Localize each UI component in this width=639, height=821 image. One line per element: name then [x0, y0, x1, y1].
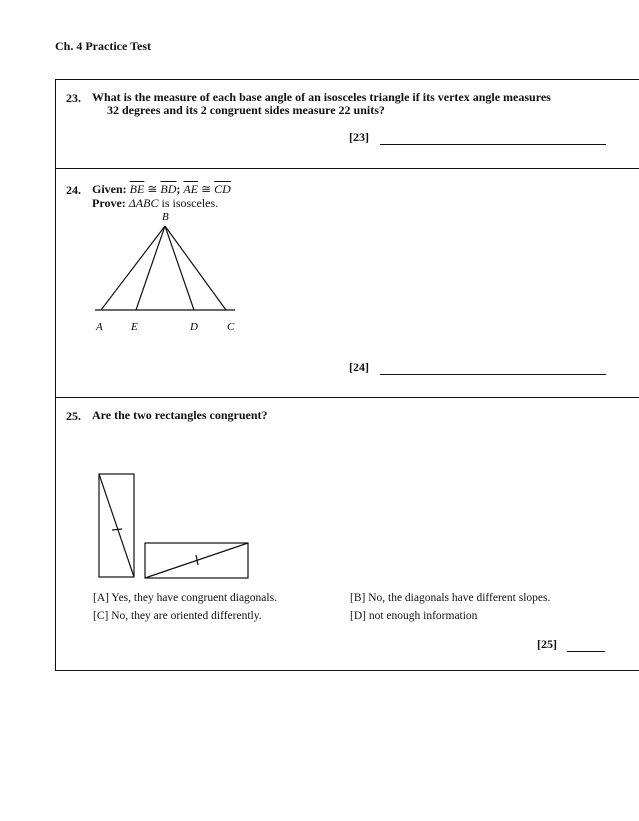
- question-24-given: [92, 183, 231, 196]
- vertical-rectangle-diagonal: [99, 474, 134, 577]
- prove-rest: is isosceles.: [161, 196, 219, 210]
- segment-be: $\overline{BE}$: [129, 182, 145, 196]
- label-b: B: [162, 211, 169, 223]
- label-a: A: [96, 321, 103, 333]
- choice-c[interactable]: [C] No, they are oriented differently.: [93, 610, 262, 622]
- answer-23-line[interactable]: [380, 144, 606, 145]
- side-bc: [165, 226, 226, 310]
- label-c: C: [227, 321, 235, 333]
- question-23-text-line-2: 32 degrees and its 2 congruent sides measure 22 units?: [107, 103, 385, 117]
- vertical-diagonal-tick: [112, 529, 122, 530]
- segment-cd: $\overline{CD}$: [214, 182, 231, 196]
- choice-d[interactable]: [D] not enough information: [350, 610, 478, 622]
- choice-b[interactable]: [B] No, the diagonals have different slopes.: [350, 592, 551, 604]
- given-separator: ;: [176, 182, 181, 196]
- segment-bd-line: [165, 226, 194, 310]
- congruent-symbol: ≅: [147, 182, 158, 196]
- choice-a[interactable]: [A] Yes, they have congruent diagonals.: [93, 592, 277, 604]
- given-label: Given:: [92, 182, 127, 196]
- segment-bd: $\overline{BD}$: [160, 182, 177, 196]
- label-d: D: [190, 321, 198, 333]
- question-24-number: 24.: [66, 183, 81, 197]
- side-ab: [101, 226, 165, 310]
- prove-label: Prove:: [92, 196, 126, 210]
- question-23-number: 23.: [66, 91, 81, 105]
- question-25-text: Are the two rectangles congruent?: [92, 408, 268, 422]
- question-24-prove: [92, 197, 218, 210]
- question-23-text-line-1: What is the measure of each base angle of an isosceles triangle if its vertex angle measures: [92, 90, 551, 104]
- answer-24-label: [24]: [349, 360, 369, 374]
- label-e: E: [131, 321, 138, 333]
- triangle-figure: [85, 210, 255, 340]
- answer-25-label: [25]: [537, 637, 557, 651]
- congruent-symbol: ≅: [201, 182, 212, 196]
- rectangles-figure: [95, 470, 255, 585]
- prove-triangle: ΔABC: [128, 196, 159, 210]
- answer-24-line[interactable]: [380, 374, 606, 375]
- segment-be-line: [136, 226, 165, 310]
- answer-25-line[interactable]: [567, 651, 605, 652]
- divider-23-24: [55, 168, 639, 169]
- question-25-number: 25.: [66, 409, 81, 423]
- frame-top-rule: [55, 79, 639, 80]
- frame-bottom-rule: [55, 670, 639, 671]
- answer-23-label: [23]: [349, 130, 369, 144]
- segment-ae: $\overline{AE}$: [183, 182, 199, 196]
- page-title: Ch. 4 Practice Test: [55, 39, 151, 53]
- divider-24-25: [55, 397, 639, 398]
